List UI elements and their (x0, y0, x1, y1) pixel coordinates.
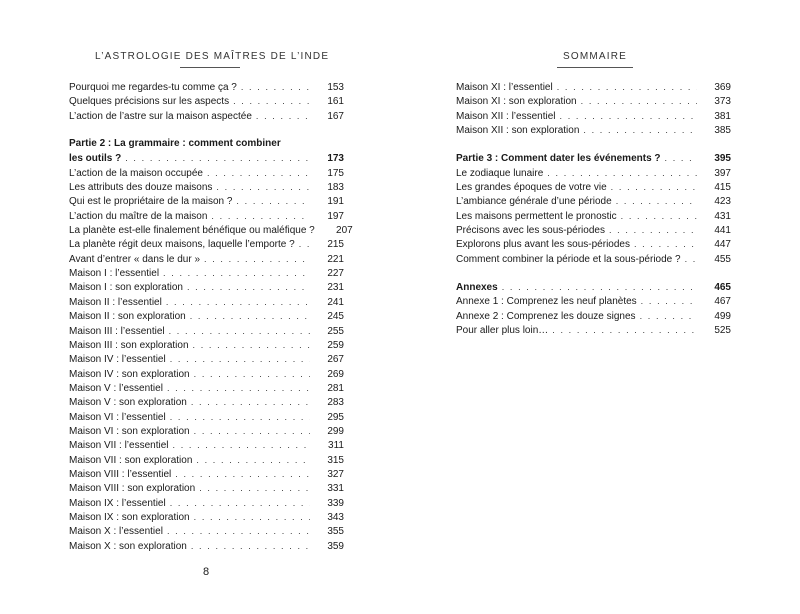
toc-entry-label: Explorons plus avant les sous-périodes (456, 239, 630, 251)
toc-entry (456, 252, 731, 266)
part-title-continued: les outils ? (69, 153, 122, 165)
toc-entry-label: Maison IX : l’essentiel (69, 497, 166, 509)
toc-entry-label: Pour aller plus loin… (456, 325, 549, 337)
dot-leader (167, 524, 310, 538)
toc-entry (69, 539, 344, 553)
toc-entry (69, 252, 344, 266)
toc-entry (69, 309, 344, 323)
head-rule (557, 67, 633, 68)
toc-entry (69, 166, 344, 180)
toc-entry-label: Maison IV : son exploration (69, 368, 190, 380)
dot-leader (216, 180, 310, 194)
toc-page-number: 431 (714, 210, 731, 222)
dot-leader (194, 367, 310, 381)
toc-page-number: 525 (714, 325, 731, 337)
toc-page-number: 343 (327, 511, 344, 523)
toc-entry-part (456, 151, 731, 165)
toc-entry (69, 510, 344, 524)
running-head: SOMMAIRE (562, 51, 628, 62)
dot-leader (170, 352, 310, 366)
part-title: Partie 3 : Comment dater les événements ? (456, 153, 661, 165)
toc-entry-label: Maison X : son exploration (69, 540, 187, 552)
toc-entry-label: Avant d’entrer « dans le dur » (69, 253, 201, 265)
toc-entry (69, 94, 344, 108)
toc-entry-label: Maison IX : son exploration (69, 511, 190, 523)
dot-leader (167, 381, 310, 395)
toc-page-number: 441 (714, 225, 731, 237)
toc-entry (69, 266, 344, 280)
toc-page-number: 269 (327, 368, 344, 380)
toc-entry-label: L’action du maître de la maison (69, 210, 208, 222)
toc-entry (69, 481, 344, 495)
toc-entry (69, 223, 353, 237)
toc-entry (69, 209, 344, 223)
toc-page-number: 381 (714, 110, 731, 122)
dot-leader (163, 266, 310, 280)
toc-entry-label: Maison VII : son exploration (69, 454, 193, 466)
toc-page-number: 397 (714, 167, 731, 179)
dot-leader (194, 424, 310, 438)
dot-leader (621, 209, 697, 223)
toc-entry-label: Maison VIII : son exploration (69, 483, 196, 495)
dot-leader (634, 237, 697, 251)
dot-leader (193, 338, 310, 352)
toc-page-number: 221 (327, 253, 344, 265)
toc-entry (456, 294, 731, 308)
toc-entry (69, 109, 344, 123)
toc-page-number: 455 (714, 253, 731, 265)
toc-entry (69, 367, 344, 381)
toc-entry-label: Maison XII : l’essentiel (456, 110, 556, 122)
toc-entry (69, 381, 344, 395)
toc-entry (69, 237, 344, 251)
toc-entry-label: Maison II : l’essentiel (69, 296, 162, 308)
toc-entry-label: Maison VII : l’essentiel (69, 440, 169, 452)
toc-entry (456, 180, 731, 194)
section-gap (456, 137, 731, 151)
toc-list (456, 80, 731, 338)
dot-leader (641, 294, 697, 308)
toc-page-number: 175 (327, 167, 344, 179)
dot-leader (175, 467, 310, 481)
dot-leader (552, 323, 697, 337)
toc-entry (69, 80, 344, 94)
toc-entry (69, 280, 344, 294)
toc-entry (456, 123, 731, 137)
toc-entry-label: Maison II : son exploration (69, 311, 186, 323)
toc-entry-label: Maison I : son exploration (69, 282, 183, 294)
dot-leader (640, 309, 697, 323)
toc-entry (69, 438, 344, 452)
toc-entry-label: Qui est le propriétaire de la maison ? (69, 196, 233, 208)
dot-leader (241, 80, 310, 94)
toc-page-number: 395 (714, 153, 731, 165)
toc-page-number: 295 (327, 411, 344, 423)
toc-entry-label: L’action de l’astre sur la maison aspectée (69, 110, 252, 122)
toc-entry-label: Précisons avec les sous-périodes (456, 225, 605, 237)
toc-entry (456, 194, 731, 208)
toc-entry (69, 338, 344, 352)
head-rule (180, 67, 240, 68)
dot-leader (560, 109, 698, 123)
dot-leader (190, 309, 310, 323)
toc-entry-label: Maison VI : son exploration (69, 425, 190, 437)
toc-entry-label: Quelques précisions sur les aspects (69, 96, 230, 108)
toc-page-number: 227 (327, 268, 344, 280)
toc-entry (69, 524, 344, 538)
toc-page-number: 241 (327, 296, 344, 308)
toc-entry-label: Comment combiner la période et la sous-période ? (456, 253, 681, 265)
toc-entry-label: L’ambiance générale d’une période (456, 196, 612, 208)
dot-leader (299, 237, 310, 251)
toc-entry-label: Maison XI : l’essentiel (456, 82, 553, 93)
dot-leader (194, 510, 310, 524)
toc-page-number: 191 (327, 196, 344, 208)
toc-entry (456, 109, 731, 123)
toc-page-number: 355 (327, 526, 344, 538)
toc-entry-label: Pourquoi me regardes-tu comme ça ? (69, 82, 237, 93)
toc-page-number: 423 (714, 196, 731, 208)
toc-page-number: 369 (714, 82, 731, 93)
toc-page-number: 311 (328, 440, 344, 452)
dot-leader (191, 395, 310, 409)
toc-page-number: 465 (714, 282, 731, 294)
dot-leader (173, 438, 311, 452)
toc-entry (456, 223, 731, 237)
toc-entry-label: Maison III : son exploration (69, 339, 189, 351)
section-gap (69, 123, 344, 137)
toc-page-number: 215 (327, 239, 344, 251)
dot-leader (191, 539, 310, 553)
toc-entry-label: Les attributs des douze maisons (69, 182, 213, 194)
toc-page-number: 283 (327, 397, 344, 409)
toc-page-number: 259 (327, 339, 344, 351)
dot-leader (547, 166, 697, 180)
dot-leader (665, 151, 697, 165)
toc-page-number: 331 (327, 483, 344, 495)
toc-entry-label: Le zodiaque lunaire (456, 167, 544, 179)
toc-entry-part (456, 280, 731, 294)
toc-page-number: 173 (327, 153, 344, 165)
toc-page-number: 281 (327, 382, 344, 394)
toc-page-number: 161 (327, 96, 344, 108)
toc-page-number: 197 (327, 210, 344, 222)
toc-entry-label: Maison III : l’essentiel (69, 325, 165, 337)
toc-entry-label: Annexe 1 : Comprenez les neuf planètes (456, 296, 637, 308)
toc-entry-part (69, 151, 344, 165)
dot-leader (125, 151, 310, 165)
toc-entry-label: Maison V : son exploration (69, 397, 187, 409)
toc-entry-label: Maison XII : son exploration (456, 125, 580, 137)
dot-leader (685, 252, 697, 266)
toc-entry-label: La planète est-elle finalement bénéfique ou maléfique ? (69, 225, 315, 237)
dot-leader (170, 496, 310, 510)
toc-page-number: 467 (714, 296, 731, 308)
dot-leader (236, 194, 310, 208)
toc-entry-label: Maison V : l’essentiel (69, 382, 163, 394)
toc-entry (456, 166, 731, 180)
toc-entry (69, 295, 344, 309)
toc-entry (69, 395, 344, 409)
toc-entry (69, 324, 344, 338)
toc-entry (456, 323, 731, 337)
dot-leader (256, 109, 310, 123)
dot-leader (187, 280, 310, 294)
toc-page-number: 245 (327, 311, 344, 323)
part-title: Annexes (456, 282, 498, 294)
toc-page-number: 299 (327, 425, 344, 437)
toc-entry-label: L’action de la maison occupée (69, 167, 203, 179)
dot-leader (583, 123, 697, 137)
toc-page-number: 267 (327, 354, 344, 366)
right-page (400, 0, 800, 614)
toc-entry-label: Maison I : l’essentiel (69, 268, 160, 280)
toc-entry-label: Les maisons permettent le pronostic (456, 210, 617, 222)
dot-leader (166, 295, 310, 309)
toc-page-number: 385 (714, 125, 731, 137)
dot-leader (233, 94, 310, 108)
dot-leader (169, 324, 310, 338)
toc-entry (69, 180, 344, 194)
toc-entry (69, 467, 344, 481)
toc-entry (456, 80, 731, 94)
toc-entry (69, 453, 344, 467)
toc-entry (69, 496, 344, 510)
toc-page-number: 447 (714, 239, 731, 251)
toc-page-number: 183 (327, 182, 344, 194)
running-head: L’ASTROLOGIE DES MAÎTRES DE L’INDE (95, 51, 330, 62)
toc-entry-label: Les grandes époques de votre vie (456, 182, 607, 194)
toc-entry-label: Maison IV : l’essentiel (69, 354, 166, 366)
toc-entry (456, 94, 731, 108)
page-number: 8 (202, 566, 210, 578)
toc-page-number: 499 (714, 310, 731, 322)
toc-entry-label: Maison X : l’essentiel (69, 526, 163, 538)
toc-entry-label: La planète régit deux maisons, laquelle l’emporte ? (69, 239, 295, 251)
toc-page-number: 315 (327, 454, 344, 466)
part-title: Partie 2 : La grammaire : comment combiner (69, 138, 281, 150)
toc-entry (456, 237, 731, 251)
dot-leader (502, 280, 697, 294)
toc-entry-label: Annexe 2 : Comprenez les douze signes (456, 310, 636, 322)
toc-page-number: 327 (327, 468, 344, 480)
toc-page-number: 207 (336, 225, 353, 237)
dot-leader (199, 481, 310, 495)
dot-leader (581, 94, 697, 108)
toc-page-number: 153 (327, 82, 344, 93)
toc-page-number: 415 (714, 182, 731, 194)
toc-entry (69, 352, 344, 366)
toc-page-number: 167 (327, 110, 344, 122)
section-gap (456, 266, 731, 280)
toc-entry (69, 424, 344, 438)
toc-page-number: 339 (327, 497, 344, 509)
dot-leader (611, 180, 697, 194)
dot-leader (557, 80, 697, 94)
dot-leader (204, 252, 310, 266)
toc-entry-label: Maison VI : l’essentiel (69, 411, 166, 423)
toc-entry (456, 209, 731, 223)
toc-entry (69, 410, 344, 424)
dot-leader (207, 166, 310, 180)
toc-entry-label: Maison XI : son exploration (456, 96, 577, 108)
toc-entry (456, 309, 731, 323)
toc-list (69, 80, 353, 553)
dot-leader (170, 410, 310, 424)
toc-entry-label: Maison VIII : l’essentiel (69, 468, 172, 480)
toc-entry (69, 194, 344, 208)
dot-leader (196, 453, 310, 467)
toc-page-number: 255 (327, 325, 344, 337)
toc-page-number: 359 (327, 540, 344, 552)
toc-page-number: 373 (714, 96, 731, 108)
dot-leader (609, 223, 697, 237)
toc-page-number: 231 (327, 282, 344, 294)
dot-leader (616, 194, 697, 208)
dot-leader (211, 209, 310, 223)
